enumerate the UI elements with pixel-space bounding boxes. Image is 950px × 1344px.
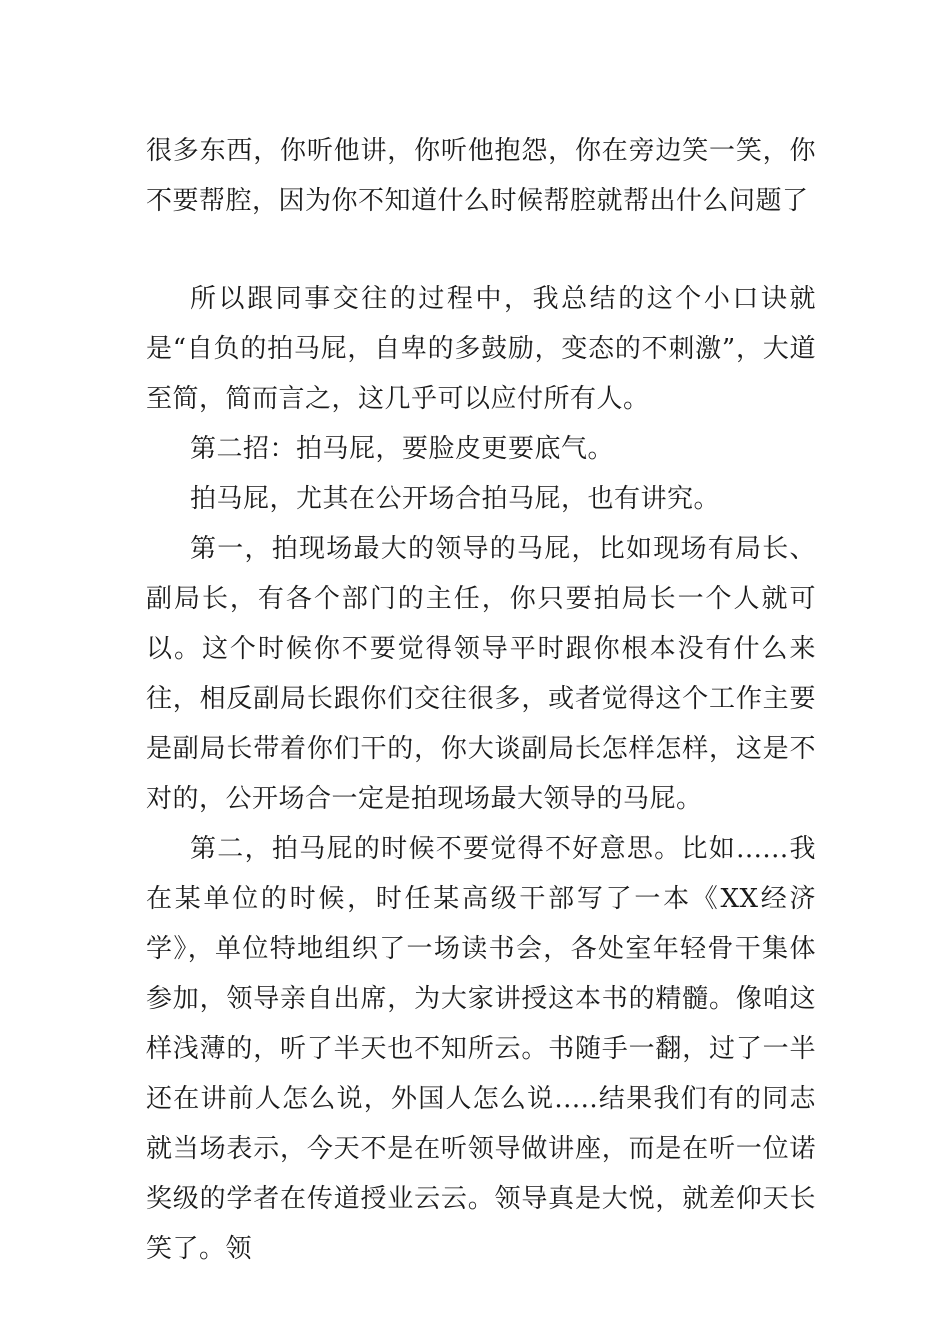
paragraph-3: 第二招：拍马屁，要脸皮更要底气。 [190,434,615,464]
paragraph-6: 第二，拍马屁的时候不要觉得不好意思。比如......我在某单位的时候，时任某高级干部写了一本《XX经济学》，单位特地组织了一场读书会，各处室年轻骨干集体参加，领导亲自出席，为大家讲授这本书的精髓。像咱这样浅薄的，听了半天也不知所云。书随手一翻，过了一半还在讲前人怎么说，外国人怎么说.....结果我们有的同志就当场表示，今天不是在听领导做讲座，而是在听一位诺奖级的学者在传道授业云云。领导真是大悦，就差仰天长笑了。领 [146,834,816,1264]
document-body [146,126,816,1274]
paragraph-5: 第一，拍现场最大的领导的马屁，比如现场有局长、副局长，有各个部门的主任，你只要拍局长一个人就可以。这个时候你不要觉得领导平时跟你根本没有什么来往，相反副局长跟你们交往很多，或者觉得这个工作主要是副局长带着你们干的，你大谈副局长怎样怎样，这是不对的，公开场合一定是拍现场最大领导的马屁。 [146,534,816,814]
paragraph-4: 拍马屁，尤其在公开场合拍马屁，也有讲究。 [190,484,721,514]
paragraph-1: 很多东西，你听他讲，你听他抱怨，你在旁边笑一笑，你不要帮腔，因为你不知道什么时候帮腔就帮出什么问题了 [146,136,816,216]
paragraph-2: 所以跟同事交往的过程中，我总结的这个小口诀就是“自负的拍马屁，自卑的多鼓励，变态的不刺激”，大道至简，简而言之，这几乎可以应付所有人。 [146,284,816,414]
